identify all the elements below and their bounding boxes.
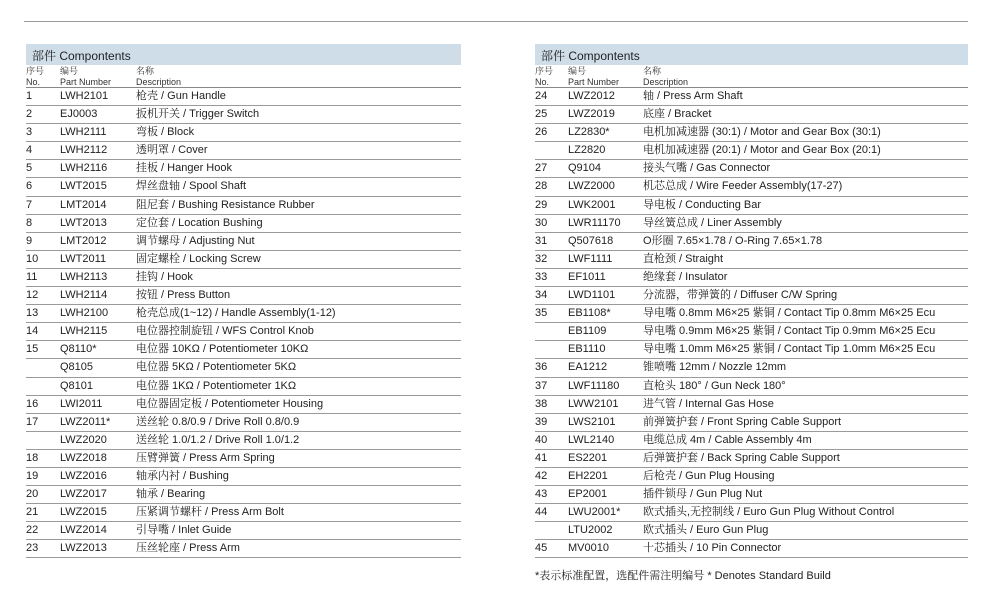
table-body [535, 88, 968, 558]
description: 挂板 / Hanger Hook [136, 162, 232, 175]
part-number: EB1108* [568, 307, 611, 320]
part-number: EJ0003 [60, 108, 98, 121]
components-table-left [26, 44, 461, 558]
description: 按钮 / Press Button [136, 289, 231, 302]
part-number: LWS2101 [568, 415, 616, 428]
description: 调节螺母 / Adjusting Nut [136, 234, 255, 247]
part-number: LWH2111 [60, 126, 107, 139]
description: 轴承 / Bearing [136, 488, 206, 501]
part-number: LWH2114 [60, 289, 108, 302]
part-number: LWH2112 [60, 144, 108, 157]
table-row [535, 178, 968, 196]
header-desc [643, 66, 688, 87]
part-number: LWT2011 [60, 252, 107, 265]
row-number: 18 [26, 451, 39, 464]
row-number: 12 [26, 289, 39, 302]
description: O形圈 7.65×1.78 / O-Ring 7.65×1.78 [643, 234, 823, 247]
header-no-en: No. [535, 76, 550, 87]
table-row [26, 522, 461, 540]
part-number: LWK2001 [568, 198, 616, 211]
description: 压紧调节螺杆 / Press Arm Bolt [136, 506, 284, 519]
header-no-en: No. [26, 76, 41, 87]
part-number: LWZ2017 [60, 488, 107, 501]
part-number: Q8101 [60, 379, 94, 392]
part-number: LWH2101 [60, 90, 109, 102]
row-number: 10 [26, 252, 39, 265]
description: 电位器 1KΩ / Potentiometer 1KΩ [136, 379, 297, 392]
description: 导电嘴 1.0mm M6×25 紫铜 / Contact Tip 1.0mm M6×25 Ecu [643, 343, 936, 356]
row-number: 37 [535, 379, 548, 392]
description: 压丝轮座 / Press Arm [136, 542, 240, 555]
row-number: 31 [535, 234, 548, 247]
header-no [26, 66, 44, 87]
row-number: 8 [26, 216, 33, 229]
header-no-cn: 序号 [535, 66, 554, 76]
row-number: 36 [535, 361, 548, 374]
part-number: LWH2115 [60, 325, 108, 338]
row-number: 28 [535, 180, 548, 193]
description: 机芯总成 / Wire Feeder Assembly(17-27) [643, 180, 843, 193]
table-row [535, 233, 968, 251]
description: 电机加减速器 (30:1) / Motor and Gear Box (30:1) [643, 126, 881, 139]
header-part [568, 66, 619, 87]
table-body [26, 88, 461, 558]
table-row [26, 486, 461, 504]
header-no-cn: 序号 [26, 66, 45, 76]
part-number: LWZ2016 [60, 469, 107, 482]
table-row [26, 88, 461, 106]
table-row [26, 215, 461, 233]
table-row [535, 468, 968, 486]
row-number: 39 [535, 415, 548, 428]
row-number: 9 [26, 234, 33, 247]
table-row [26, 178, 461, 196]
part-number: MV0010 [568, 542, 609, 555]
table-row [535, 323, 968, 341]
row-number: 45 [535, 542, 548, 555]
table-row [26, 540, 461, 558]
description: 轴承内衬 / Bushing [136, 469, 229, 482]
description: 分流器，带弹簧的 / Diffuser C/W Spring [643, 289, 838, 302]
part-number: LWT2013 [60, 216, 107, 229]
description: 十芯插头 / 10 Pin Connector [643, 542, 782, 555]
description: 固定螺栓 / Locking Screw [136, 252, 261, 265]
top-divider [24, 21, 968, 22]
description: 锥喷嘴 12mm / Nozzle 12mm [643, 361, 787, 374]
row-number: 41 [535, 451, 548, 464]
part-number: EB1109 [568, 325, 607, 338]
part-number: LWZ2020 [60, 433, 107, 446]
table-row [535, 522, 968, 540]
table-row [535, 414, 968, 432]
header-desc-en: Description [136, 76, 182, 87]
table-row [26, 305, 461, 323]
table-row [26, 432, 461, 450]
table-row [26, 197, 461, 215]
part-number: LWI2011 [60, 397, 103, 410]
description: 底座 / Bracket [643, 108, 712, 121]
part-number: LWZ2013 [60, 542, 107, 555]
row-number: 26 [535, 126, 548, 139]
description: 焊丝盘轴 / Spool Shaft [136, 180, 247, 193]
row-number: 16 [26, 397, 39, 410]
row-number: 22 [26, 524, 39, 537]
row-number: 38 [535, 397, 548, 410]
part-number: Q9104 [568, 162, 602, 175]
table-row [26, 106, 461, 124]
description: 阻尼套 / Bushing Resistance Rubber [136, 198, 315, 211]
part-number: LMT2014 [60, 198, 107, 211]
description: 前弹簧护套 / Front Spring Cable Support [643, 415, 842, 428]
table-row [26, 341, 461, 359]
description: 导电嘴 0.9mm M6×25 紫铜 / Contact Tip 0.9mm M6×25 Ecu [643, 325, 936, 338]
part-number: ES2201 [568, 451, 608, 464]
description: 压臂弹簧 / Press Arm Spring [136, 451, 275, 464]
row-number: 15 [26, 343, 39, 356]
header-desc-cn: 名称 [643, 66, 662, 76]
description: 电机加减速器 (20:1) / Motor and Gear Box (20:1) [643, 144, 881, 157]
table-row [26, 396, 461, 414]
description: 电位器控制旋钮 / WFS Control Knob [136, 325, 314, 338]
description: 轴 / Press Arm Shaft [643, 90, 743, 102]
part-number: LWZ2000 [568, 180, 615, 193]
part-number: LWZ2014 [60, 524, 107, 537]
row-number: 1 [26, 90, 33, 102]
row-number: 17 [26, 415, 39, 428]
table-row [26, 233, 461, 251]
table-row [26, 323, 461, 341]
header-part-en: Part Number [60, 76, 112, 87]
table-row [535, 378, 968, 396]
footnote: *表示标准配置，选配件需注明编号 * Denotes Standard Build [535, 570, 831, 582]
description: 电位器 5KΩ / Potentiometer 5KΩ [136, 361, 297, 374]
description: 接头气嘴 / Gas Connector [643, 162, 771, 175]
table-row [535, 305, 968, 323]
description: 引导嘴 / Inlet Guide [136, 524, 232, 537]
part-number: LWD1101 [568, 289, 616, 302]
part-number: Q8105 [60, 361, 94, 374]
table-row [26, 251, 461, 269]
header-desc-cn: 名称 [136, 66, 155, 76]
table-row [535, 486, 968, 504]
table-row [535, 215, 968, 233]
table-row [535, 88, 968, 106]
description: 电位器固定板 / Potentiometer Housing [136, 397, 324, 410]
row-number: 19 [26, 469, 39, 482]
header-no [535, 66, 553, 87]
table-row [26, 160, 461, 178]
table-row [26, 504, 461, 522]
description: 直枪头 180° / Gun Neck 180° [643, 379, 786, 392]
table-row [535, 106, 968, 124]
row-number: 11 [26, 270, 38, 283]
table-row [535, 341, 968, 359]
table-row [535, 359, 968, 377]
row-number: 4 [26, 144, 33, 157]
components-table-right [535, 44, 968, 558]
header-part-cn: 编号 [568, 66, 587, 76]
table-row [535, 540, 968, 558]
part-number: LWF1111 [568, 252, 613, 265]
part-number: LWZ2019 [568, 108, 615, 121]
part-number: EP2001 [568, 488, 608, 501]
part-number: Q507618 [568, 234, 614, 247]
table-header [535, 65, 968, 88]
part-number: EF1011 [568, 270, 606, 283]
part-number: LWW2101 [568, 397, 619, 410]
part-number: LWZ2012 [568, 90, 615, 102]
table-row [26, 378, 461, 396]
row-number: 5 [26, 162, 33, 175]
header-part-en: Part Number [568, 76, 620, 87]
row-number: 21 [26, 506, 39, 519]
row-number: 3 [26, 126, 33, 139]
description: 电缆总成 4m / Cable Assembly 4m [643, 433, 812, 446]
table-row [26, 450, 461, 468]
table-title: 部件 Compontents [26, 44, 461, 65]
table-row [535, 504, 968, 522]
description: 透明罩 / Cover [136, 144, 208, 157]
row-number: 42 [535, 469, 548, 482]
row-number: 13 [26, 307, 39, 320]
row-number: 14 [26, 325, 39, 338]
description: 进气管 / Internal Gas Hose [643, 397, 774, 410]
part-number: LWL2140 [568, 433, 615, 446]
table-row [26, 359, 461, 377]
row-number: 33 [535, 270, 548, 283]
header-part-cn: 编号 [60, 66, 79, 76]
table-row [535, 142, 968, 160]
row-number: 6 [26, 180, 33, 193]
part-number: LWH2116 [60, 162, 108, 175]
description: 枪壳总成(1~12) / Handle Assembly(1-12) [136, 307, 336, 320]
row-number: 23 [26, 542, 39, 555]
part-number: LWZ2015 [60, 506, 107, 519]
table-title: 部件 Compontents [535, 44, 968, 65]
part-number: LWZ2011* [60, 415, 111, 428]
part-number: LWR11170 [568, 216, 621, 229]
part-number: EA1212 [568, 361, 608, 374]
row-number: 27 [535, 162, 548, 175]
part-number: Q8110* [60, 343, 97, 356]
description: 枪壳 / Gun Handle [136, 90, 226, 102]
description: 欧式插头 / Euro Gun Plug [643, 524, 769, 537]
part-number: LWT2015 [60, 180, 107, 193]
row-number: 43 [535, 488, 548, 501]
description: 绝缘套 / Insulator [643, 270, 728, 283]
row-number: 2 [26, 108, 33, 121]
table-header [26, 65, 461, 88]
row-number: 40 [535, 433, 548, 446]
part-number: LWH2100 [60, 307, 109, 320]
description: 定位套 / Location Bushing [136, 216, 263, 229]
table-row [535, 432, 968, 450]
header-part [60, 66, 111, 87]
row-number: 24 [535, 90, 548, 102]
description: 导丝簧总成 / Liner Assembly [643, 216, 782, 229]
row-number: 34 [535, 289, 548, 302]
table-row [26, 269, 461, 287]
description: 插件锁母 / Gun Plug Nut [643, 488, 763, 501]
description: 挂钩 / Hook [136, 270, 193, 283]
row-number: 44 [535, 506, 548, 519]
table-row [535, 287, 968, 305]
table-row [535, 396, 968, 414]
table-row [535, 197, 968, 215]
table-row [535, 124, 968, 142]
table-row [535, 160, 968, 178]
part-number: LWF11180 [568, 379, 620, 392]
header-desc-en: Description [643, 76, 689, 87]
description: 电位器 10KΩ / Potentiometer 10KΩ [136, 343, 309, 356]
table-row [26, 287, 461, 305]
description: 后枪壳 / Gun Plug Housing [643, 469, 775, 482]
part-number: EB1110 [568, 343, 606, 356]
part-number: LZ2820 [568, 144, 606, 157]
description: 导电板 / Conducting Bar [643, 198, 761, 211]
table-row [26, 142, 461, 160]
table-row [26, 468, 461, 486]
row-number: 35 [535, 307, 548, 320]
part-number: LWH2113 [60, 270, 108, 283]
part-number: LZ2830* [568, 126, 610, 139]
part-number: LTU2002 [568, 524, 613, 537]
table-row [26, 414, 461, 432]
part-number: LMT2012 [60, 234, 107, 247]
part-number: LWU2001* [568, 506, 621, 519]
description: 后弹簧护套 / Back Spring Cable Support [643, 451, 840, 464]
row-number: 32 [535, 252, 548, 265]
description: 送丝轮 0.8/0.9 / Drive Roll 0.8/0.9 [136, 415, 300, 428]
table-row [26, 124, 461, 142]
table-row [535, 450, 968, 468]
part-number: EH2201 [568, 469, 608, 482]
description: 欧式插头,无控制线 / Euro Gun Plug Without Control [643, 506, 895, 519]
description: 送丝轮 1.0/1.2 / Drive Roll 1.0/1.2 [136, 433, 300, 446]
part-number: LWZ2018 [60, 451, 107, 464]
header-desc [136, 66, 181, 87]
description: 导电嘴 0.8mm M6×25 紫铜 / Contact Tip 0.8mm M6×25 Ecu [643, 307, 936, 320]
row-number: 7 [26, 198, 33, 211]
description: 直枪颈 / Straight [643, 252, 724, 265]
row-number: 29 [535, 198, 548, 211]
description: 弯板 / Block [136, 126, 195, 139]
row-number: 25 [535, 108, 548, 121]
table-row [535, 251, 968, 269]
row-number: 20 [26, 488, 39, 501]
table-row [535, 269, 968, 287]
row-number: 30 [535, 216, 548, 229]
description: 扳机开关 / Trigger Switch [136, 108, 260, 121]
